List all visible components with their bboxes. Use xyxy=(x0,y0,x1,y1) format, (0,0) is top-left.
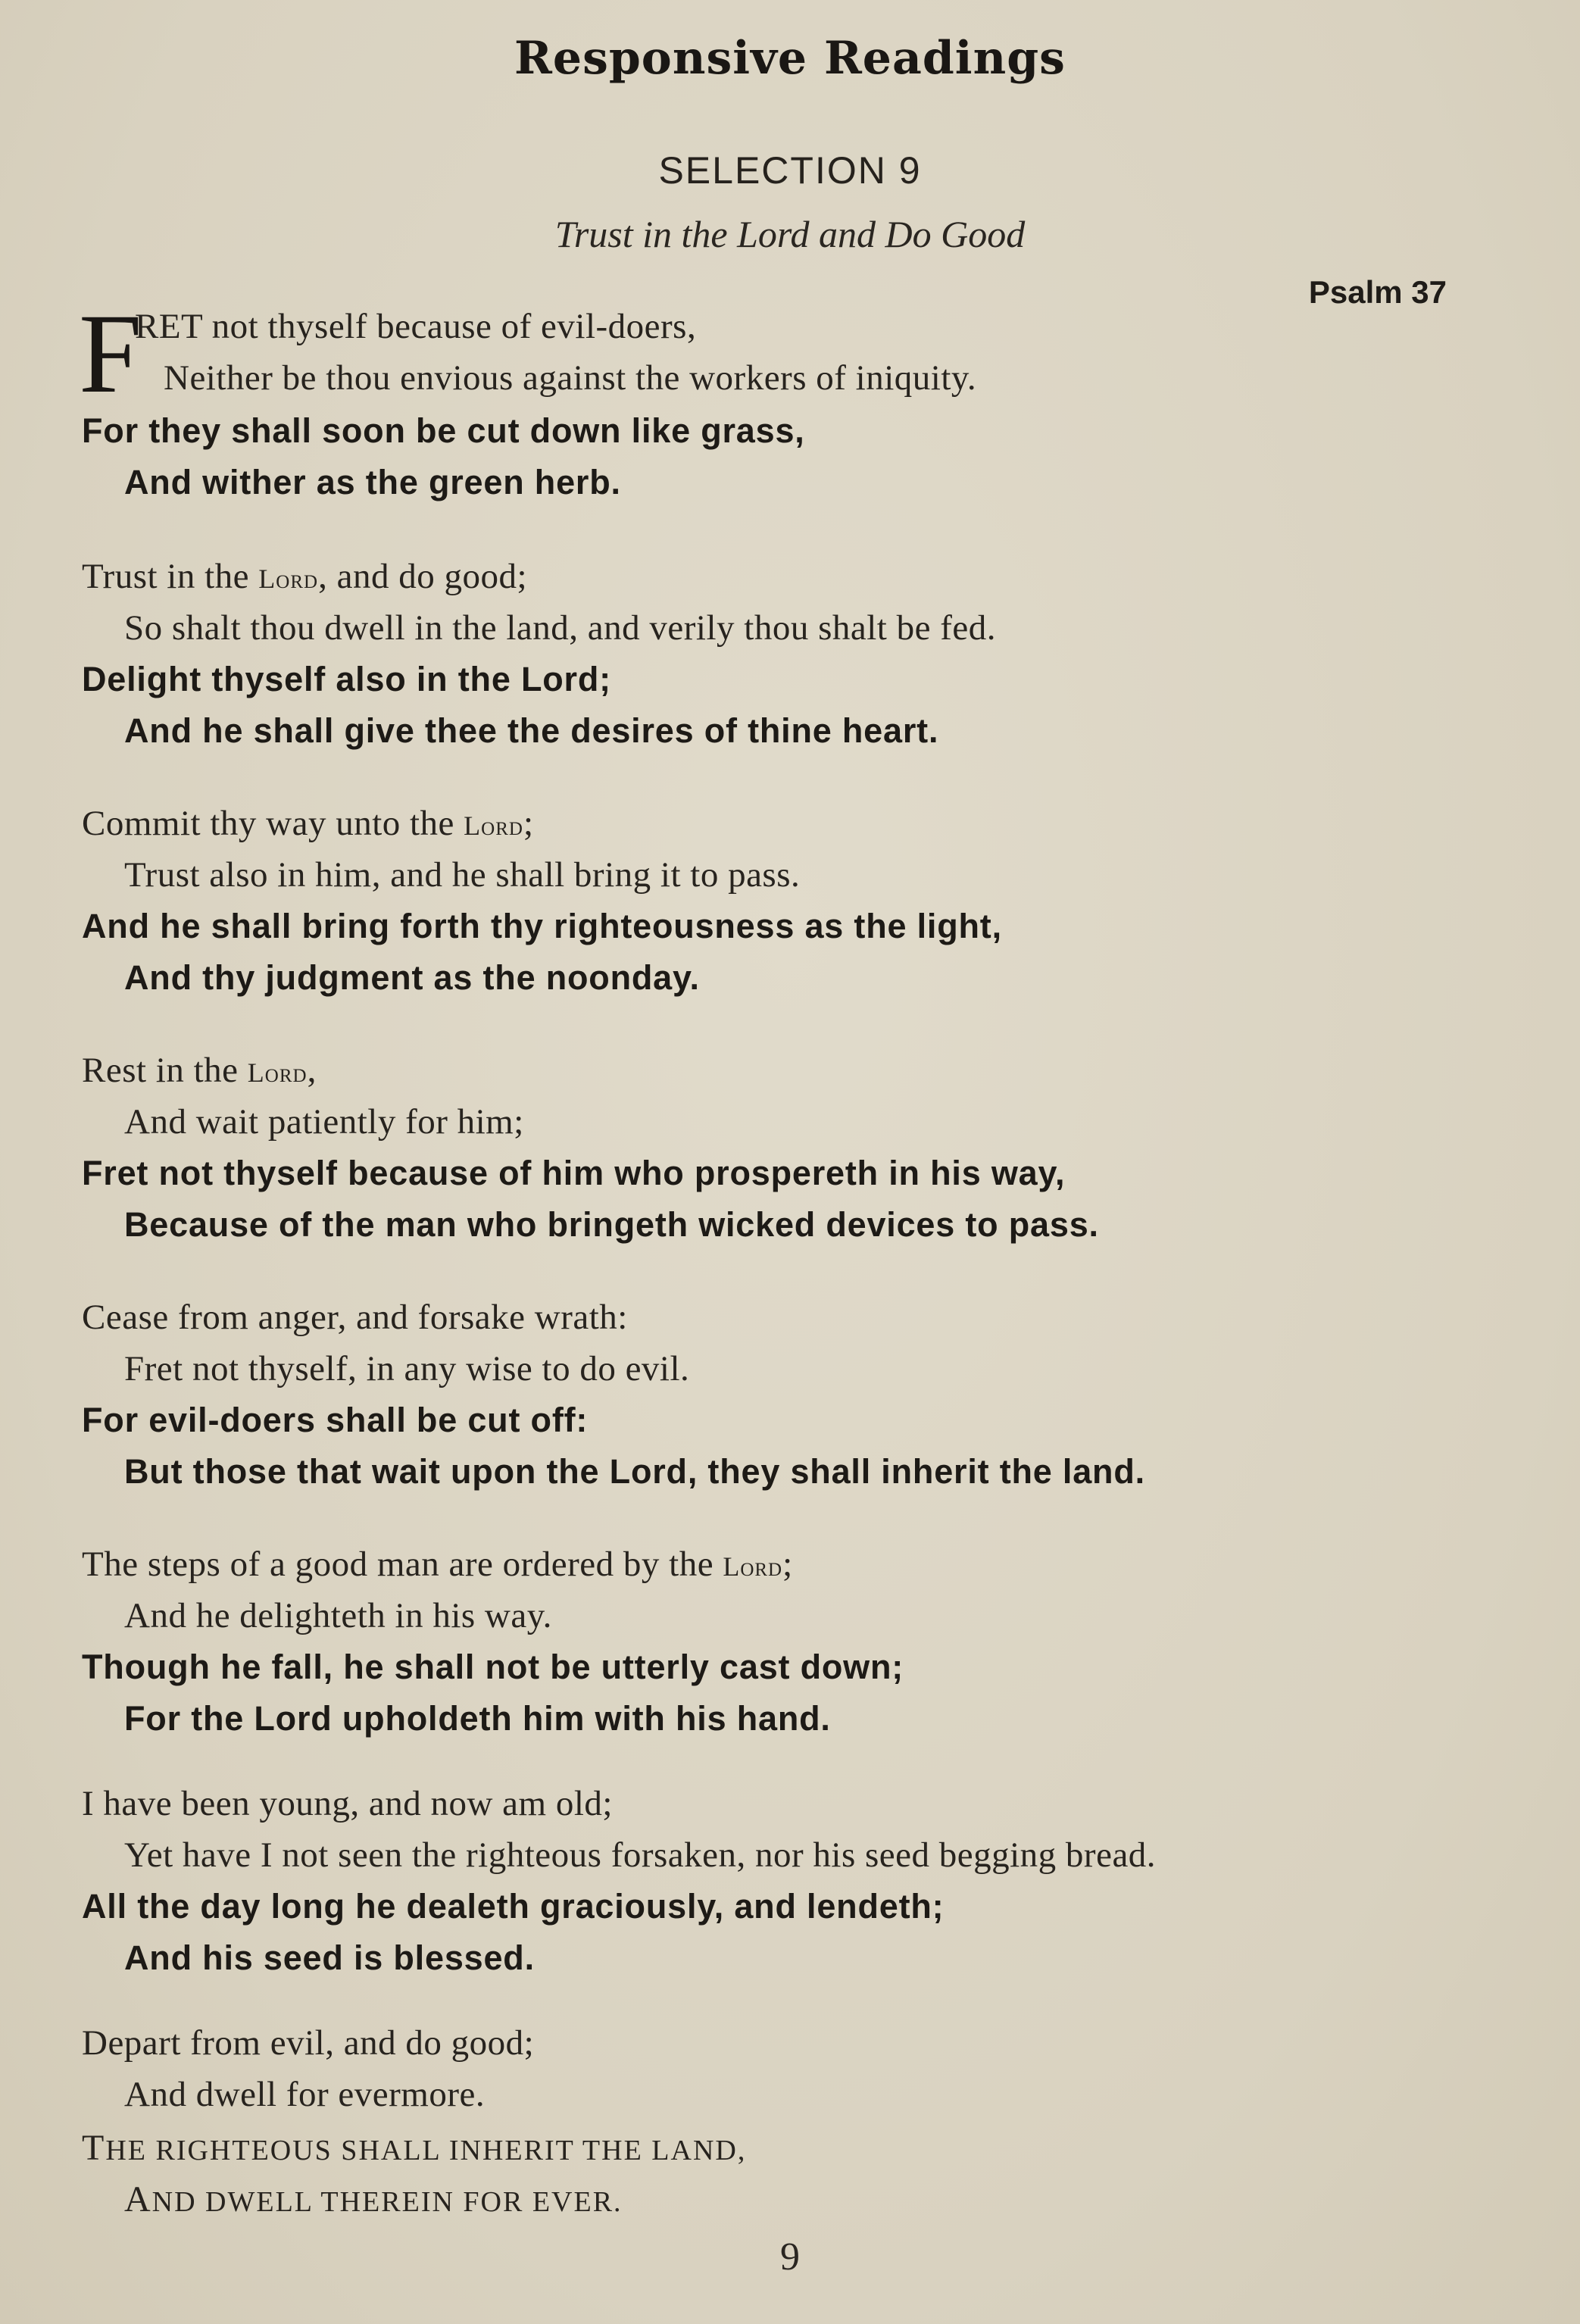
response-line: Because of the man who bringeth wicked devices to pass. xyxy=(124,1205,1099,1244)
reading-line: Rest in the Lord, xyxy=(82,1051,317,1090)
running-head: Responsive Readings xyxy=(514,32,1066,85)
response-line: Fret not thyself because of him who prospereth in his way, xyxy=(82,1154,1066,1192)
response-line: And his seed is blessed. xyxy=(124,1938,535,1977)
reading-line: So shalt thou dwell in the land, and verily thou shalt be fed. xyxy=(124,608,996,648)
page-number: 9 xyxy=(780,2235,800,2279)
reading-line: Cease from anger, and forsake wrath: xyxy=(82,1298,628,1337)
reading-line: Depart from evil, and do good; xyxy=(82,2023,535,2063)
reading-line: Fret not thyself, in any wise to do evil. xyxy=(124,1349,690,1388)
reading-line: I have been young, and now am old; xyxy=(82,1784,613,1823)
reading-line: Trust in the Lord, and do good; xyxy=(82,557,527,596)
unison-line: AND DWELL THEREIN FOR EVER. xyxy=(124,2179,623,2219)
reading-line: Trust also in him, and he shall bring it to pass. xyxy=(124,855,801,895)
response-line: And he shall give thee the desires of thine heart. xyxy=(124,711,939,750)
response-line: And thy judgment as the noonday. xyxy=(124,958,700,997)
selection-subtitle: Trust in the Lord and Do Good xyxy=(554,213,1026,255)
response-line: All the day long he dealeth graciously, and lendeth; xyxy=(82,1887,945,1926)
reading-line: Yet have I not seen the righteous forsaken, nor his seed begging bread. xyxy=(124,1835,1157,1875)
selection-heading: SELECTION 9 xyxy=(658,149,922,192)
psalm-reference: Psalm 37 xyxy=(1308,274,1447,310)
response-line: For the Lord upholdeth him with his hand. xyxy=(124,1699,831,1738)
response-line: Delight thyself also in the Lord; xyxy=(82,660,611,698)
reading-line: Commit thy way unto the Lord; xyxy=(82,804,534,843)
response-line: And wither as the green herb. xyxy=(124,463,621,501)
response-line: For evil-doers shall be cut off: xyxy=(82,1401,589,1439)
drop-cap: F xyxy=(79,291,142,417)
reading-line: And wait patiently for him; xyxy=(124,1102,524,1142)
response-line: Though he fall, he shall not be utterly cast down; xyxy=(82,1648,904,1686)
response-line: But those that wait upon the Lord, they shall inherit the land. xyxy=(124,1452,1145,1491)
reading-line: Neither be thou envious against the workers of iniquity. xyxy=(164,358,977,398)
unison-line: THE RIGHTEOUS SHALL INHERIT THE LAND, xyxy=(82,2128,747,2168)
reading-line: And dwell for evermore. xyxy=(124,2075,486,2114)
response-line: For they shall soon be cut down like grass, xyxy=(82,411,805,450)
response-line: And he shall bring forth thy righteousness as the light, xyxy=(82,907,1002,945)
reading-line: RET not thyself because of evil-doers, xyxy=(135,307,697,346)
reading-line: And he delighteth in his way. xyxy=(124,1596,552,1635)
reading-line: The steps of a good man are ordered by the Lord; xyxy=(82,1545,793,1584)
